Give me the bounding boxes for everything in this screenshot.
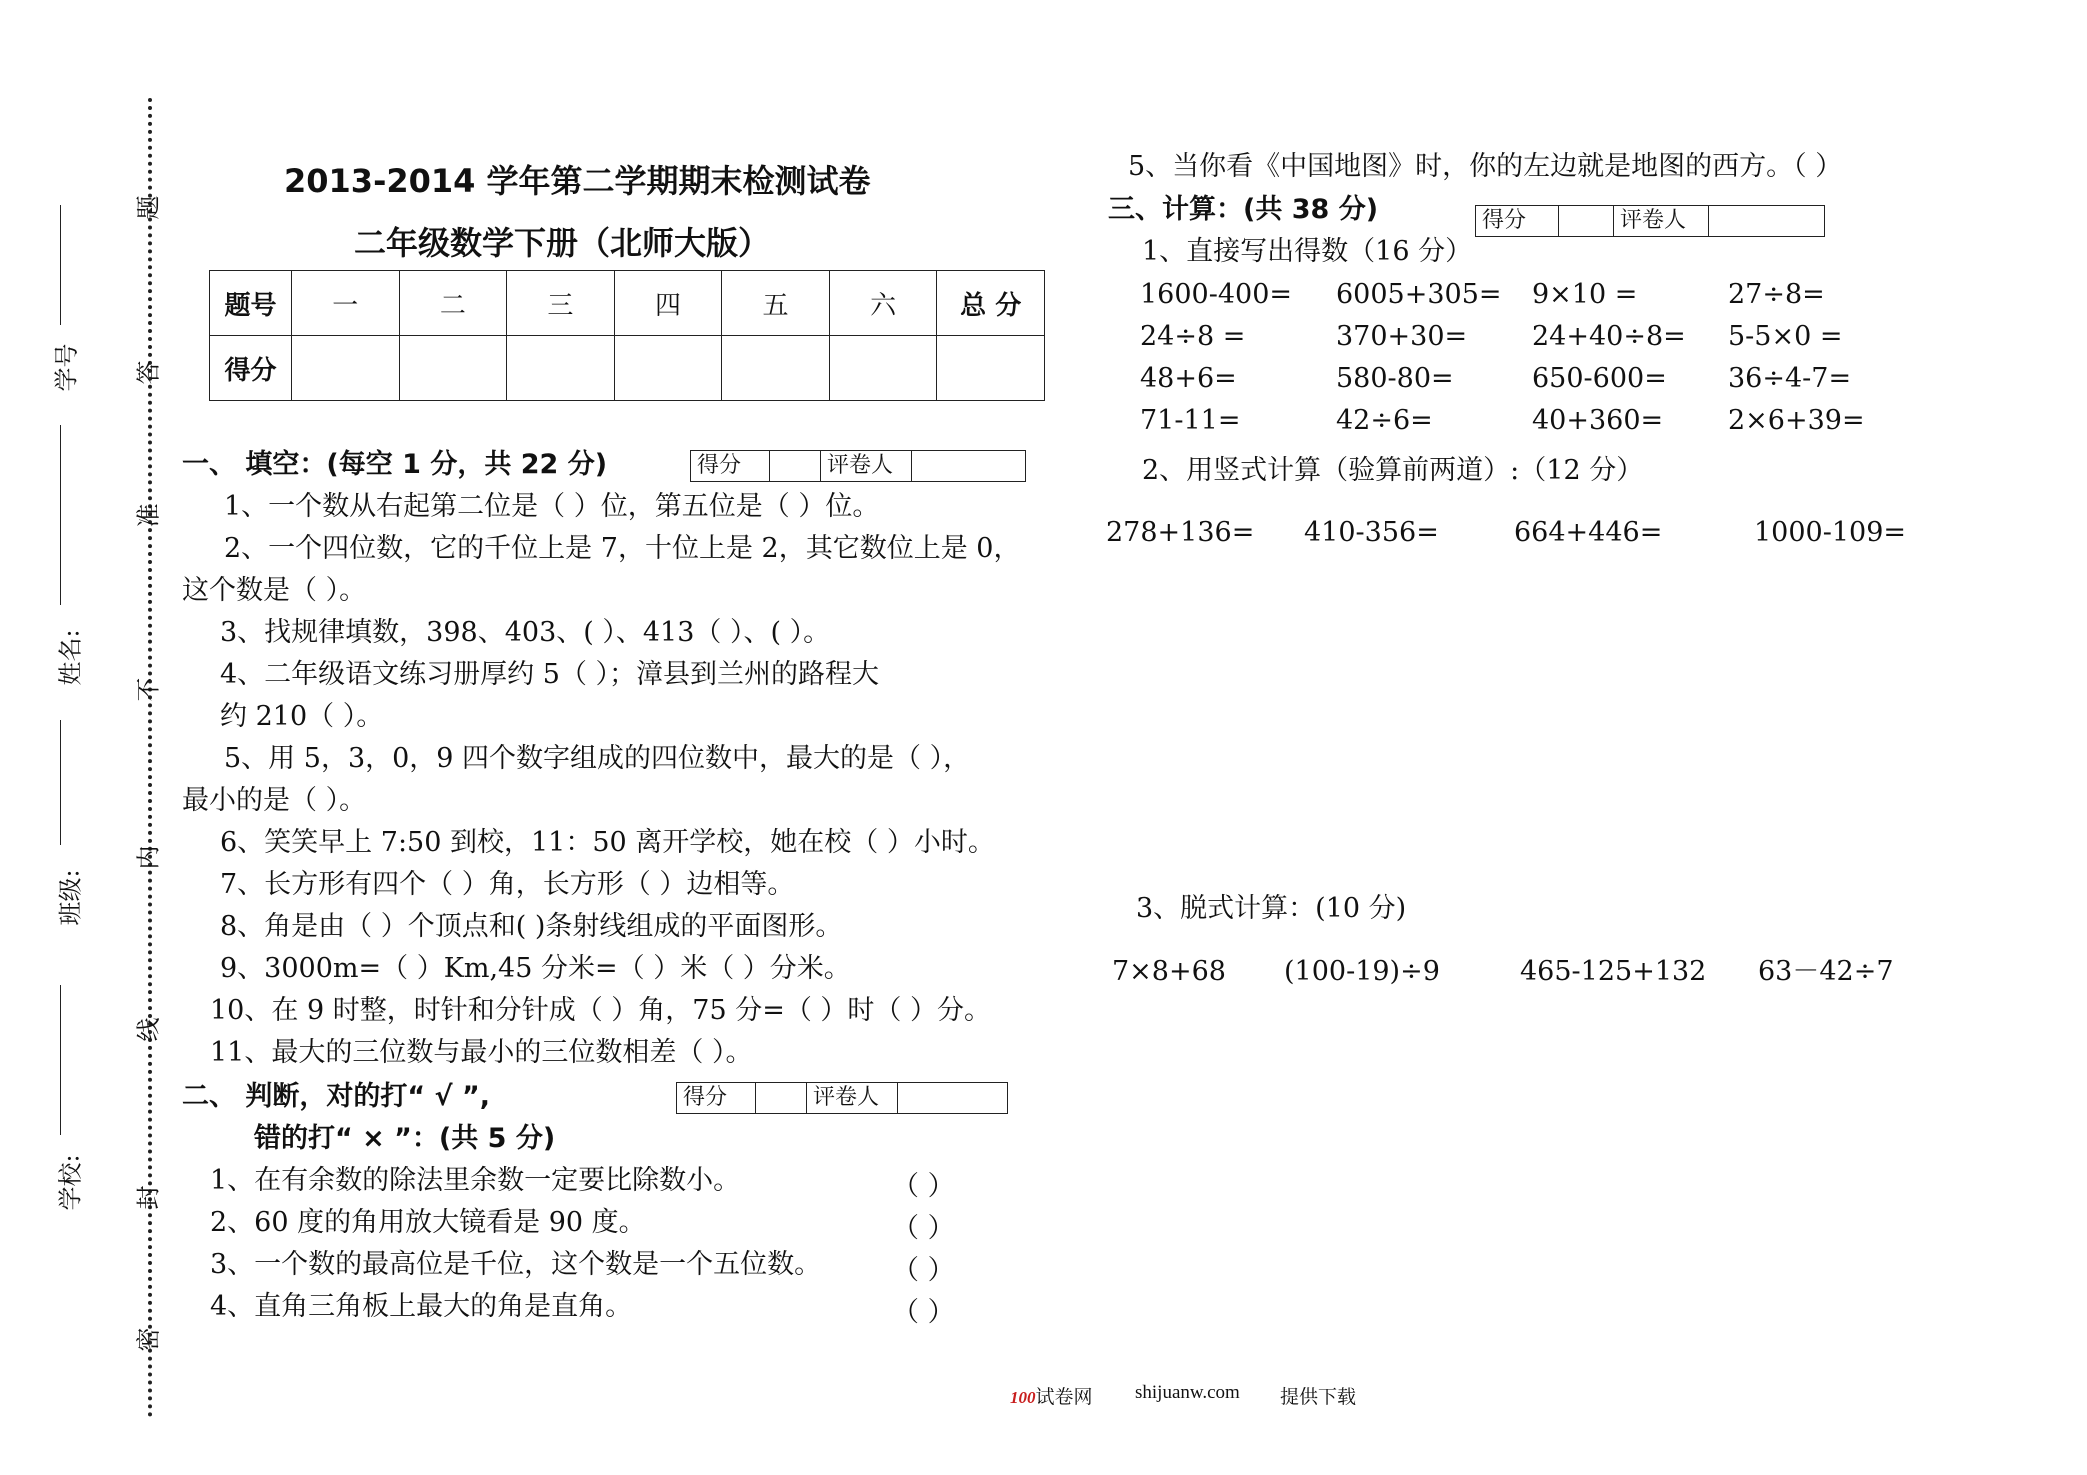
grader-label: 评卷人	[1614, 206, 1709, 236]
fill-item: 5、用 5，3，0，9 四个数字组成的四位数中，最大的是（ ），	[224, 743, 971, 774]
judge-item: 4、直角三角板上最大的角是直角。	[210, 1291, 633, 1322]
score-table-header: 五	[722, 271, 830, 336]
calc-problem: 40+360=	[1532, 405, 1664, 436]
site-logo: 100	[1010, 1388, 1036, 1407]
class-field[interactable]	[60, 720, 61, 845]
calc-problem: 36÷4-7=	[1728, 363, 1852, 394]
site-name: 试卷网	[1035, 1387, 1093, 1408]
calc-problem: 71-11=	[1140, 405, 1241, 436]
fill-item: 2、一个四位数，它的千位上是 7，十位上是 2，其它数位上是 0，	[224, 533, 1021, 564]
calc-problem: 580-80=	[1336, 363, 1454, 394]
judge-answer-blank[interactable]: （ ）	[892, 1255, 955, 1286]
student-id-label: 学号	[52, 343, 81, 392]
fill-item: 6、笑笑早上 7:50 到校，11：50 离开学校，她在校（ ）小时。	[220, 827, 995, 858]
section1-heading: 一、 填空：(每空 1 分，共 22 分)	[182, 449, 608, 480]
grader-label: 评卷人	[807, 1083, 898, 1113]
stepwise-calc-problem: (100-19)÷9	[1284, 956, 1440, 987]
calc-problem: 2×6+39=	[1728, 405, 1865, 436]
grader-score-cell[interactable]	[756, 1083, 807, 1113]
fill-item: 约 210（ ）。	[220, 701, 384, 732]
school-label: 学校:	[56, 1154, 85, 1211]
class-label: 班级:	[56, 869, 85, 926]
fill-item: 11、最大的三位数与最小的三位数相差（ ）。	[210, 1037, 753, 1068]
calc-problem: 370+30=	[1336, 321, 1468, 352]
judge-answer-blank[interactable]: （ ）	[892, 1297, 955, 1328]
footer-note: 提供下载	[1280, 1387, 1357, 1408]
score-cell[interactable]	[937, 336, 1045, 401]
judge-item-5: 5、当你看《中国地图》时，你的左边就是地图的西方。（ ）	[1128, 151, 1843, 182]
fill-item: 1、一个数从右起第二位是（ ）位，第五位是（ ）位。	[224, 491, 880, 522]
name-label: 姓名:	[56, 629, 85, 686]
binding-dotted-line	[148, 98, 152, 1418]
calc-problem: 42÷6=	[1336, 405, 1433, 436]
score-table	[209, 270, 1045, 401]
direct-calc-heading: 1、直接写出得数（16 分）	[1142, 236, 1473, 267]
fill-item: 7、长方形有四个（ ）角，长方形（ ）边相等。	[220, 869, 795, 900]
fill-item: 8、角是由（ ）个顶点和( )条射线组成的平面图形。	[220, 911, 843, 942]
score-table-header: 二	[399, 271, 507, 336]
score-table-header: 一	[292, 271, 400, 336]
calc-problem: 24÷8 =	[1140, 321, 1246, 352]
judge-answer-blank[interactable]: （ ）	[892, 1213, 955, 1244]
score-table-header: 三	[507, 271, 615, 336]
seal-char: 密	[134, 1327, 163, 1352]
score-cell[interactable]	[829, 336, 937, 401]
score-table-score-row	[210, 336, 1045, 401]
score-table-header: 六	[829, 271, 937, 336]
footer-domain[interactable]: shijuanw.com	[1135, 1382, 1240, 1403]
section3-heading: 三、计算：(共 38 分)	[1108, 194, 1379, 225]
fill-item: 3、找规律填数，398、403、( ）、413（ ）、( ）。	[220, 617, 831, 648]
judge-item: 3、一个数的最高位是千位，这个数是一个五位数。	[210, 1249, 822, 1280]
calc-problem: 27÷8=	[1728, 279, 1825, 310]
score-cell[interactable]	[292, 336, 400, 401]
score-table-header: 四	[614, 271, 722, 336]
section2-heading: 二、 判断，对的打“ √ ”,	[182, 1081, 490, 1112]
fill-item: 10、在 9 时整，时针和分针成（ ）角，75 分=（ ）时（ ）分。	[210, 995, 992, 1026]
vertical-calc-heading: 2、用竖式计算（验算前两道）:（12 分）	[1142, 455, 1644, 486]
grader-name-cell[interactable]	[1709, 206, 1824, 236]
fill-item: 4、二年级语文练习册厚约 5（ ）；漳县到兰州的路程大	[220, 659, 880, 690]
exam-title: 2013-2014 学年第二学期期末检测试卷	[284, 162, 871, 200]
calc-problem: 48+6=	[1140, 363, 1237, 394]
calc-problem: 9×10 =	[1532, 279, 1638, 310]
grader-name-cell[interactable]	[912, 451, 1025, 481]
fill-item: 这个数是（ ）。	[182, 575, 367, 606]
score-table-header-row	[210, 271, 1045, 336]
seal-char: 内	[134, 845, 163, 870]
grader-score-label: 得分	[1476, 206, 1559, 236]
judge-item: 2、60 度的角用放大镜看是 90 度。	[210, 1207, 646, 1238]
score-cell[interactable]	[399, 336, 507, 401]
exam-subtitle: 二年级数学下册（北师大版）	[354, 224, 771, 262]
score-cell[interactable]	[507, 336, 615, 401]
grader-box	[1475, 205, 1825, 237]
grader-score-label: 得分	[691, 451, 770, 481]
student-id-field[interactable]	[60, 205, 61, 325]
section2-heading-line2: 错的打“ × ”：(共 5 分)	[254, 1123, 556, 1154]
grader-name-cell[interactable]	[898, 1083, 1007, 1113]
vertical-calc-problem: 278+136=	[1106, 517, 1255, 548]
vertical-calc-problem: 410-356=	[1304, 517, 1439, 548]
calc-problem: 6005+305=	[1336, 279, 1502, 310]
grader-score-cell[interactable]	[770, 451, 821, 481]
calc-problem: 24+40÷8=	[1532, 321, 1686, 352]
vertical-calc-problem: 664+446=	[1514, 517, 1663, 548]
calc-problem: 1600-400=	[1140, 279, 1292, 310]
seal-char: 题	[134, 195, 163, 220]
grader-score-label: 得分	[677, 1083, 756, 1113]
fill-item: 最小的是（ ）。	[182, 785, 367, 816]
calc-problem: 650-600=	[1532, 363, 1667, 394]
grader-box	[676, 1082, 1008, 1114]
calc-problem: 5-5×0 =	[1728, 321, 1843, 352]
stepwise-calc-heading: 3、脱式计算：(10 分)	[1136, 893, 1407, 924]
grader-score-cell[interactable]	[1559, 206, 1614, 236]
seal-char: 封	[134, 1185, 163, 1210]
judge-item: 1、在有余数的除法里余数一定要比除数小。	[210, 1165, 741, 1196]
seal-char: 不	[134, 677, 163, 702]
seal-char: 线	[134, 1017, 163, 1042]
judge-answer-blank[interactable]: （ ）	[892, 1171, 955, 1202]
stepwise-calc-problem: 7×8+68	[1112, 956, 1226, 987]
stepwise-calc-problem: 465-125+132	[1520, 956, 1707, 987]
score-table-header: 总 分	[937, 271, 1045, 336]
grader-label: 评卷人	[821, 451, 912, 481]
seal-char: 答	[134, 360, 163, 385]
score-row-label: 得分	[210, 336, 292, 401]
stepwise-calc-problem: 63－42÷7	[1758, 956, 1894, 987]
score-cell[interactable]	[722, 336, 830, 401]
score-cell[interactable]	[614, 336, 722, 401]
fill-item: 9、3000m=（ ）Km,45 分米=（ ）米（ ）分米。	[220, 953, 851, 984]
grader-box	[690, 450, 1026, 482]
name-field[interactable]	[60, 425, 61, 605]
seal-char: 准	[134, 503, 163, 528]
score-table-header: 题号	[210, 271, 292, 336]
vertical-calc-problem: 1000-109=	[1754, 517, 1906, 548]
footer-site	[1010, 1382, 1093, 1409]
school-field[interactable]	[60, 985, 61, 1135]
